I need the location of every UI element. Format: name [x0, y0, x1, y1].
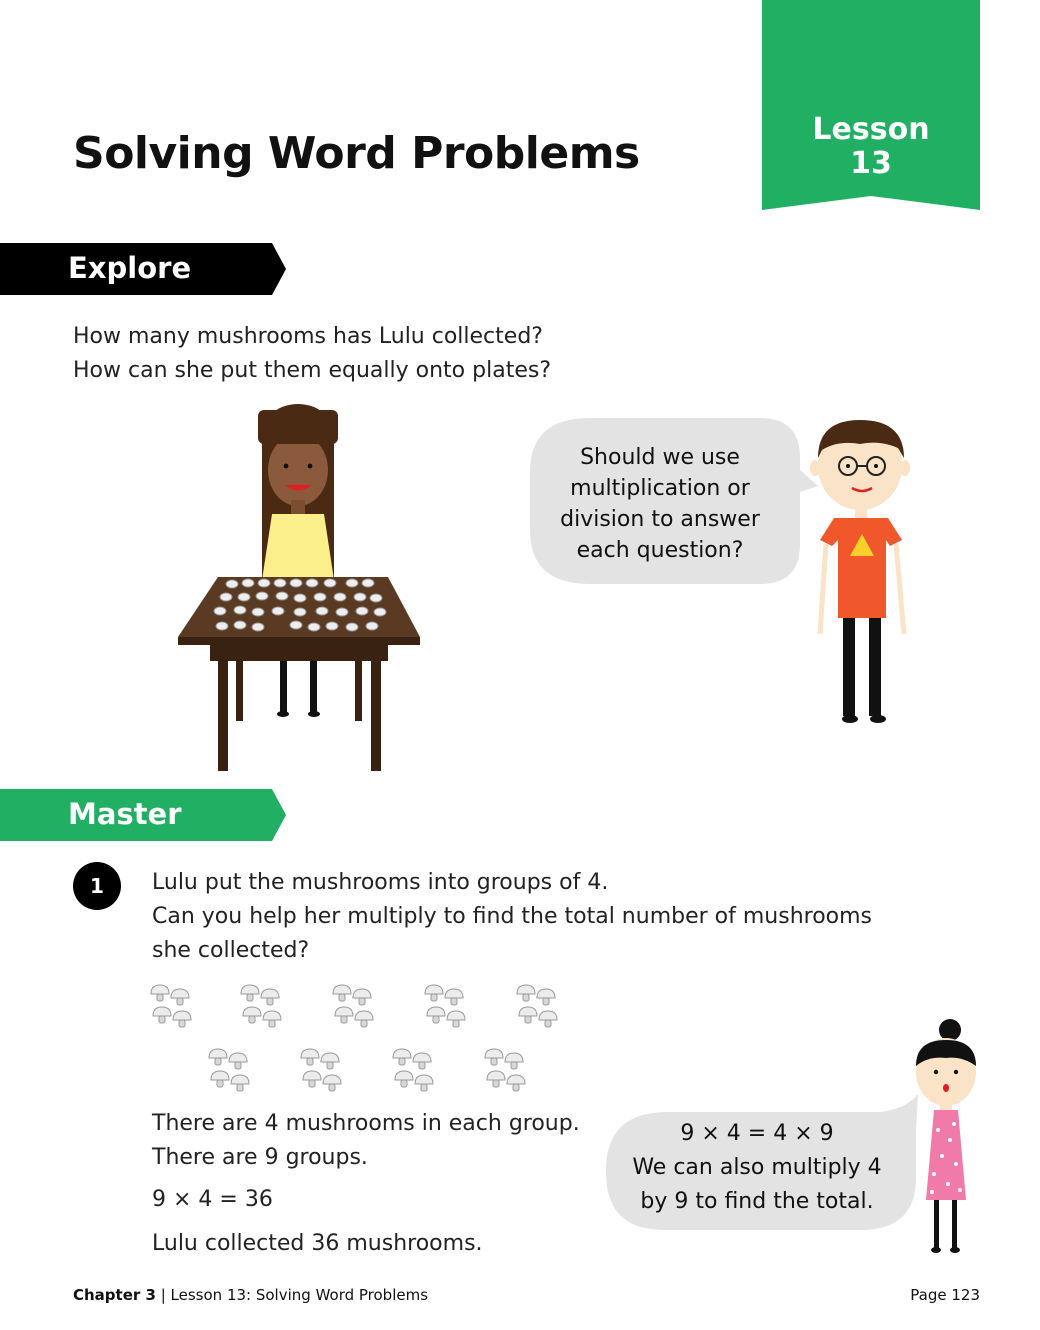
- speech-line: division to answer: [560, 507, 760, 532]
- question-line: she collected?: [152, 938, 310, 963]
- speech-line: Should we use: [580, 445, 740, 470]
- speech-line: by 9 to find the total.: [640, 1189, 874, 1214]
- answer-line: There are 4 mushrooms in each group.: [152, 1111, 580, 1136]
- footer-page-number: Page 123: [910, 1286, 980, 1304]
- conclusion: Lulu collected 36 mushrooms.: [152, 1231, 483, 1256]
- equation: 9 × 4 = 36: [152, 1187, 273, 1212]
- speech-bubble-text: [612, 1117, 902, 1219]
- question-line: Can you help her multiply to find the total number of mushrooms: [152, 904, 873, 929]
- page-title: Solving Word Problems: [73, 128, 640, 179]
- explore-question-line: How can she put them equally onto plates?: [73, 358, 551, 383]
- footer-left: Chapter 3 | Lesson 13: Solving Word Problems: [73, 1286, 429, 1304]
- lesson-label: Lesson: [812, 112, 930, 147]
- speech-line: multiplication or: [570, 476, 750, 501]
- answer-line: There are 9 groups.: [152, 1145, 368, 1170]
- speech-line: We can also multiply 4: [632, 1155, 882, 1180]
- question-line: Lulu put the mushrooms into groups of 4.: [152, 870, 609, 895]
- footer-lesson: Lesson 13: Solving Word Problems: [170, 1286, 429, 1304]
- mushroom-groups: [151, 985, 557, 1091]
- lesson-number: 13: [850, 146, 892, 181]
- explore-question-line: How many mushrooms has Lulu collected?: [73, 324, 543, 349]
- speech-line: 9 × 4 = 4 × 9: [680, 1121, 834, 1146]
- girl-character: [916, 1019, 976, 1253]
- master-heading: Master: [68, 797, 182, 831]
- answer-text: [152, 1107, 580, 1175]
- footer-chapter: Chapter 3: [73, 1286, 156, 1304]
- question-number-badge: 1: [73, 862, 121, 910]
- explore-heading: Explore: [68, 251, 192, 285]
- speech-line: each question?: [576, 538, 744, 563]
